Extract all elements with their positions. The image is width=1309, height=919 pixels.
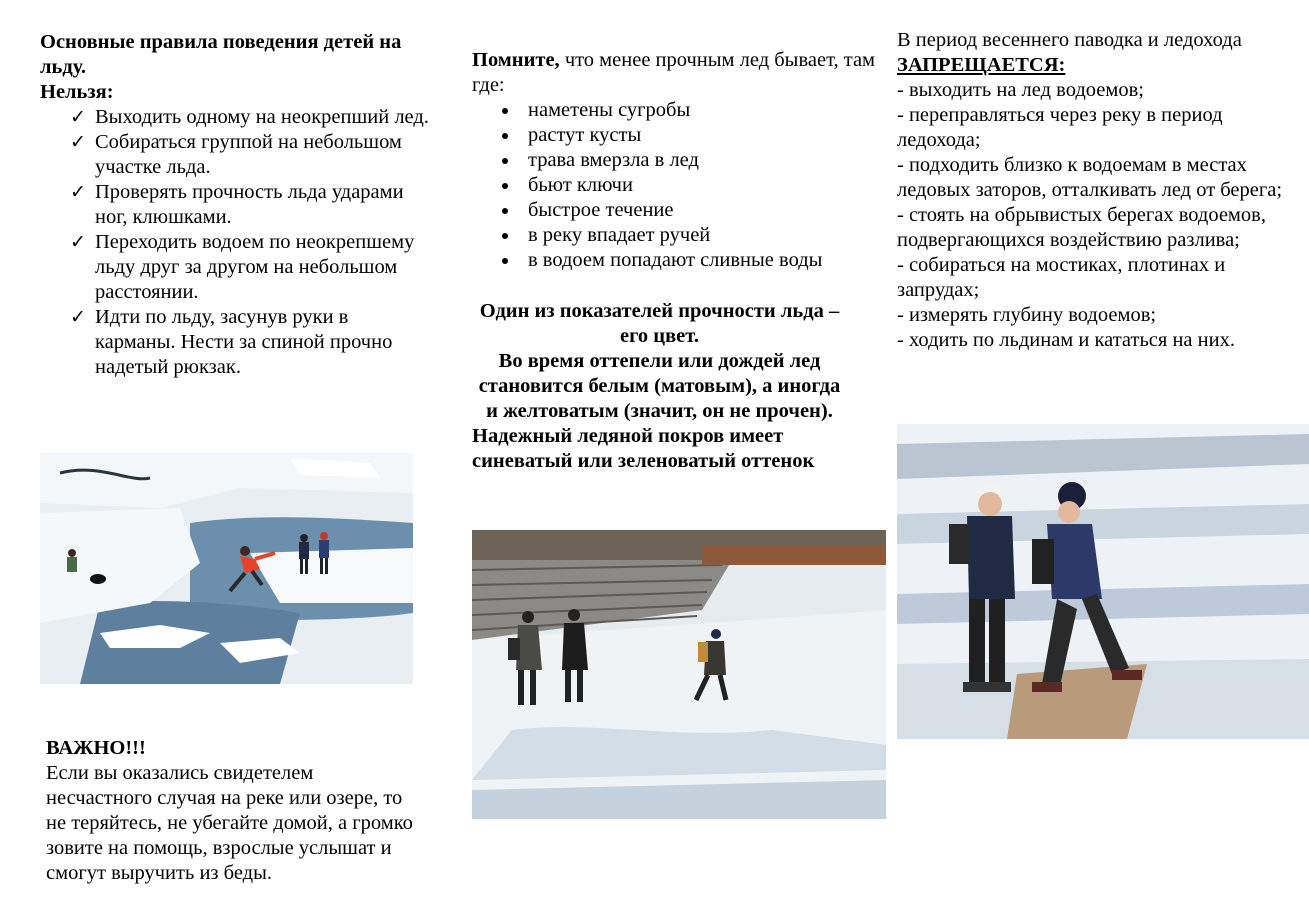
list-item: трава вмерзла в лед (502, 148, 892, 173)
list-item: растут кусты (502, 123, 892, 148)
rules-column (40, 30, 430, 380)
list-item: наметены сугробы (502, 98, 892, 123)
list-item: - собираться на мостиках, плотинах и запрудах; (897, 254, 1226, 301)
list-item: - стоять на обрывистых берегах водоемов, подвергающихся воздействию разлива; (897, 204, 1266, 251)
list-item: бьют ключи (502, 173, 892, 198)
list-item: в водоем попадают сливные воды (502, 248, 892, 273)
list-item: ✓ Идти по льду, засунув руки в карманы. Нести за спиной прочно надетый рюкзак. (70, 306, 393, 378)
ice-color-heading: Один из показателей прочности льда – его цвет. (479, 300, 840, 347)
photo-people-crossing-ice (472, 530, 886, 819)
list-item: ✓ Выходить одному на неокрепший лед. (70, 106, 429, 128)
reliable-ice-text: Надежный ледяной покров имеет синеватый или зеленоватый оттенок (472, 425, 815, 472)
ice-color-text: Во время оттепели или дождей лед становится белым (матовым), а иногда и желтоватым (значит, он не прочен). (478, 350, 841, 422)
list-item: - выходить на лед водоемов; (897, 79, 1145, 101)
check-icon: ✓ (70, 132, 86, 153)
check-icon: ✓ (70, 182, 86, 203)
list-item: - подходить близко к водоемам в местах ледовых заторов, отталкивать лед от берега; (897, 154, 1283, 201)
list-item: - переправляться через реку в период ледохода; (897, 104, 1223, 151)
list-item: ✓ Проверять прочность льда ударами ног, клюшками. (70, 181, 404, 228)
check-icon: ✓ (70, 232, 86, 253)
forbidden-heading: ЗАПРЕЩАЕТСЯ: (897, 54, 1066, 76)
list-item: в реку впадает ручей (502, 223, 892, 248)
list-item: ✓ Собираться группой на небольшом участке льда. (70, 131, 402, 178)
check-icon: ✓ (70, 107, 86, 128)
flood-rules-column (897, 28, 1305, 353)
check-icon: ✓ (70, 307, 86, 328)
list-item: ✓ Переходить водоем по неокрепшему льду друг за другом на небольшом расстоянии. (70, 231, 415, 303)
list-item: быстрое течение (502, 198, 892, 223)
forbidden-list (40, 105, 430, 380)
important-title: ВАЖНО!!! (46, 737, 146, 759)
remember-label: Помните, (472, 49, 560, 71)
important-text: Если вы оказались свидетелем несчастного случая на реке или озере, то не теряйтесь, не убегайте домой, а громко зовите на помощь, взрослые услышат и смогут выручить из беды. (46, 762, 413, 884)
photo-kids-on-ice-floes (40, 453, 413, 684)
list-item: - ходить по льдинам и кататься на них. (897, 329, 1235, 351)
rules-title: Основные правила поведения детей на льду. (40, 31, 402, 78)
photo-boys-on-ice-floes (897, 424, 1309, 739)
thin-ice-list (472, 98, 892, 273)
flood-rules-list (897, 78, 1305, 353)
list-item: - измерять глубину водоемов; (897, 304, 1157, 326)
forbidden-label: Нельзя: (40, 81, 114, 103)
important-block (46, 736, 416, 886)
remember-text: Помните, что менее прочным лед бывает, там где: (472, 49, 876, 96)
thin-ice-column (472, 48, 892, 474)
flood-intro: В период весеннего паводка и ледохода (897, 29, 1242, 51)
